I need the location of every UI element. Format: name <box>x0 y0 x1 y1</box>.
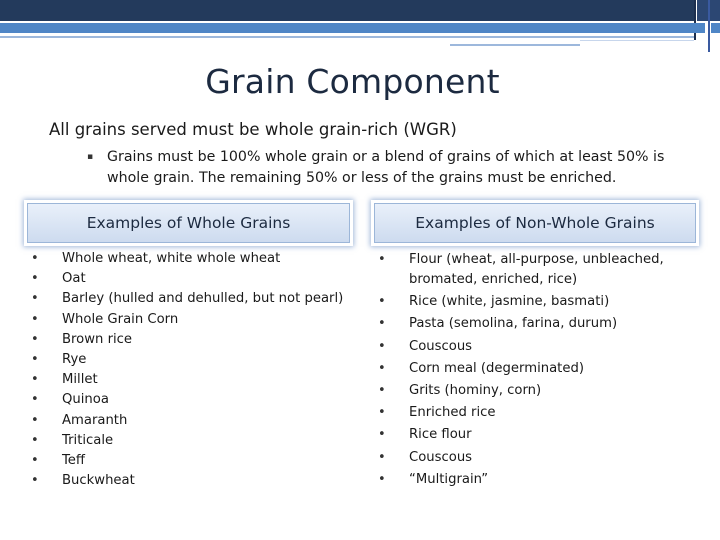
header-band-dark <box>0 0 694 21</box>
bullet-icon: • <box>31 271 39 287</box>
bullet-icon: • <box>378 316 386 332</box>
bullet-icon: • <box>378 427 386 443</box>
bullet-icon: • <box>378 294 386 310</box>
list-item-text: Buckwheat <box>62 473 135 489</box>
list-item-text: Amaranth <box>62 412 128 428</box>
list-item-text: Couscous <box>409 449 473 465</box>
list-item-text: Rye <box>62 351 87 367</box>
bullet-icon: • <box>378 382 386 398</box>
list-item-text: Rice (white, jasmine, basmati) <box>409 294 610 310</box>
list-item <box>374 337 674 357</box>
header-accent-line-short <box>450 44 580 46</box>
list-item-text: Barley (hulled and dehulled, but not pearl) <box>62 291 344 307</box>
list-item <box>27 289 357 309</box>
bullet-icon: • <box>31 311 39 327</box>
list-item-text: Rice flour <box>409 427 472 443</box>
list-item-text: Millet <box>62 372 98 388</box>
bullet-icon: • <box>31 452 39 468</box>
list-item-text: Quinoa <box>62 392 109 408</box>
non-whole-grains-header: Examples of Non-Whole Grains <box>374 203 696 243</box>
non-whole-grains-list <box>374 250 674 492</box>
list-item <box>27 330 357 350</box>
list-item-text: Whole Grain Corn <box>62 311 179 327</box>
header-band-blue <box>0 23 705 33</box>
bullet-icon: • <box>378 449 386 465</box>
list-item <box>27 249 357 269</box>
header-divider-line <box>694 0 696 40</box>
list-item <box>374 470 674 490</box>
list-item-text: Triticale <box>62 432 114 448</box>
list-item-text: Oat <box>62 271 86 287</box>
list-item <box>27 411 357 431</box>
sub-bullet-text: Grains must be 100% whole grain or a blend of grains of which at least 50% is whole grain. The remaining 50% or less of the grains must be enriched. <box>107 149 665 186</box>
list-item-text: Brown rice <box>62 331 133 347</box>
list-item <box>27 310 357 330</box>
bullet-icon: • <box>31 331 39 347</box>
list-item <box>27 370 357 390</box>
bullet-icon: • <box>31 291 39 307</box>
list-item <box>27 390 357 410</box>
list-item-text: “Multigrain” <box>409 471 489 487</box>
bullet-icon: • <box>31 392 39 408</box>
header-band-blue-right <box>711 23 720 33</box>
list-item-text: Corn meal (degerminated) <box>409 360 584 376</box>
list-item-text: Pasta (semolina, farina, durum) <box>409 316 618 332</box>
bullet-icon: • <box>378 338 386 354</box>
bullet-icon: • <box>31 351 39 367</box>
list-item <box>374 292 674 312</box>
list-item <box>27 431 357 451</box>
list-item-text: Enriched rice <box>409 405 496 421</box>
header-accent-line <box>0 36 694 38</box>
list-item <box>27 269 357 289</box>
list-item <box>374 403 674 423</box>
bullet-icon: • <box>31 251 39 266</box>
list-item <box>374 448 674 468</box>
intro-text: All grains served must be whole grain-rich (WGR) <box>49 120 457 139</box>
list-item-text: Couscous <box>409 338 473 354</box>
list-item-text: Grits (hominy, corn) <box>409 382 542 398</box>
list-item-text: Whole wheat, white whole wheat <box>62 251 281 266</box>
sub-bullet <box>87 147 687 189</box>
list-item <box>374 425 674 445</box>
bullet-icon: • <box>378 405 386 421</box>
bullet-icon: • <box>378 471 386 487</box>
bullet-icon: • <box>31 372 39 388</box>
list-item <box>27 451 357 471</box>
list-item <box>27 471 357 491</box>
slide-title: Grain Component <box>205 62 500 101</box>
list-item <box>374 381 674 401</box>
list-item <box>374 250 674 290</box>
whole-grains-header: Examples of Whole Grains <box>27 203 350 243</box>
list-item <box>374 359 674 379</box>
whole-grains-list <box>27 249 357 491</box>
list-item <box>374 314 674 334</box>
header-divider-line-blue <box>708 0 710 52</box>
bullet-icon: • <box>378 360 386 376</box>
bullet-icon: • <box>31 432 39 448</box>
list-item-text: Flour (wheat, all-purpose, unbleached, bromated, enriched, rice) <box>409 252 664 287</box>
list-item-text: Teff <box>62 452 86 468</box>
bullet-icon: • <box>378 252 386 267</box>
bullet-icon: • <box>31 412 39 428</box>
list-item <box>27 350 357 370</box>
header-accent-line-thin <box>580 40 694 41</box>
bullet-icon: ▪ <box>87 152 94 162</box>
bullet-icon: • <box>31 473 39 489</box>
